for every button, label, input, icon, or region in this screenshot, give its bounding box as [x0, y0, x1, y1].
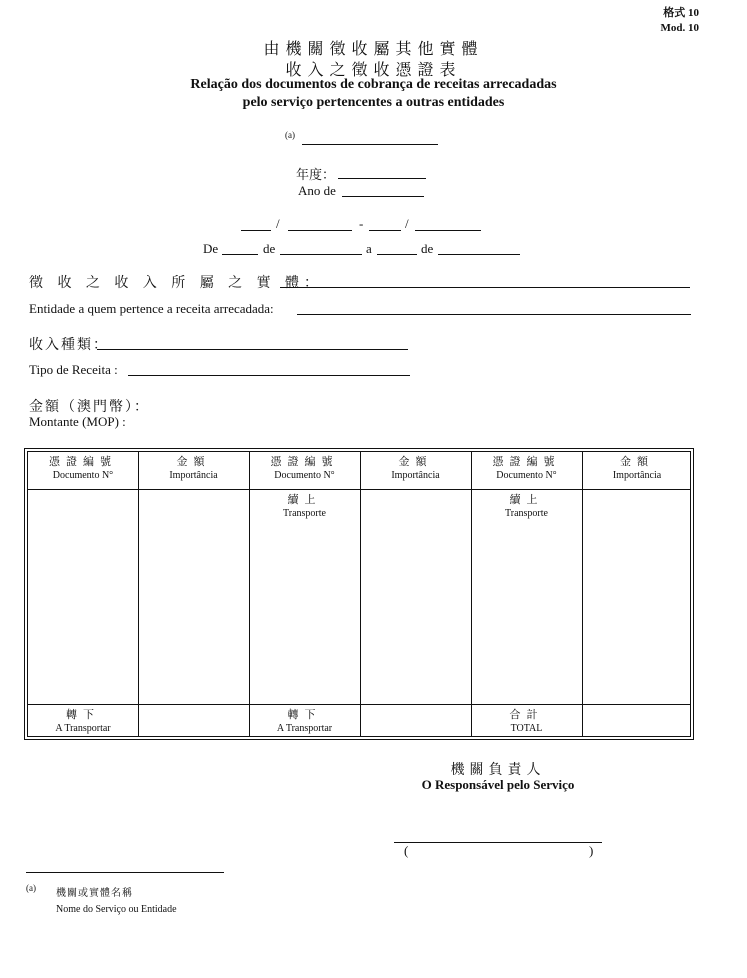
- header-pt: Documento N°: [52, 470, 114, 481]
- carry-in-zh: 續上: [509, 493, 544, 506]
- revenue-type-label-zh: 收入種類：: [29, 337, 109, 353]
- carry-in-zh: 續上: [287, 493, 322, 506]
- period-slash-2: /: [405, 216, 409, 231]
- revenue-type-field-zh[interactable]: [97, 349, 408, 350]
- signature-paren-close: ): [589, 843, 594, 858]
- year-field-zh[interactable]: [338, 178, 426, 179]
- footer-cell-carry-1: [28, 708, 138, 736]
- form-code: [661, 6, 700, 36]
- period-start-day[interactable]: [241, 230, 271, 231]
- footer-zh: 合計: [509, 708, 544, 721]
- header-cell-amount-2: [360, 455, 471, 483]
- signature-title-zh: 機關負責人: [450, 762, 546, 778]
- header-zh: 憑證編號: [492, 455, 561, 468]
- form-code-zh: 格式 10: [663, 7, 699, 19]
- header-pt: Documento N°: [496, 470, 557, 481]
- footer-cell-total: [471, 708, 582, 736]
- entity-field-zh[interactable]: [280, 287, 690, 288]
- signature-paren-open: (: [404, 843, 409, 858]
- carry-in-pt: Transporte: [283, 508, 326, 519]
- entity-name-field[interactable]: [302, 144, 438, 145]
- period-to-day[interactable]: [377, 254, 417, 255]
- period-start-month[interactable]: [288, 230, 352, 231]
- period-end-month[interactable]: [415, 230, 481, 231]
- signature-title-pt: O Responsável pelo Serviço: [421, 777, 575, 792]
- header-cell-document-3: [471, 455, 582, 483]
- header-zh: 憑證編號: [49, 455, 117, 468]
- footer-zh: 轉下: [287, 708, 322, 721]
- carry-in-cell-2: [249, 493, 360, 521]
- year-label-zh: 年度：: [296, 168, 336, 183]
- footer-zh: 轉下: [66, 708, 100, 721]
- period-from-month[interactable]: [280, 254, 362, 255]
- title-pt-line1: Relação dos documentos de cobrança de receitas arrecadadas: [190, 77, 557, 92]
- footer-pt: TOTAL: [510, 723, 543, 734]
- year-label-pt: Ano de: [298, 183, 336, 198]
- entity-label-zh: 徵 收 之 收 入 所 屬 之 實 體：: [29, 275, 324, 291]
- signature-line[interactable]: [394, 842, 602, 843]
- receipts-table-grid: [27, 451, 691, 737]
- period-from-day[interactable]: [222, 254, 258, 255]
- header-zh: 憑證編號: [270, 455, 339, 468]
- footer-cell-carry-2: [249, 708, 360, 736]
- carry-in-cell-3: [471, 493, 582, 521]
- title-zh-line1: 由機關徵收屬其他實體: [263, 39, 484, 58]
- amount-column-1-entries[interactable]: [139, 490, 249, 704]
- header-pt: Importância: [391, 470, 440, 481]
- header-pt: Importância: [612, 470, 662, 481]
- header-cell-document-2: [249, 455, 360, 483]
- amount-column-3-entries[interactable]: [583, 490, 692, 704]
- header-pt: Importância: [169, 470, 218, 481]
- period-slash-1: /: [276, 216, 280, 231]
- period-to-month[interactable]: [438, 254, 520, 255]
- title-zh-line2: 收入之徵收憑證表: [285, 60, 462, 79]
- header-cell-amount-3: [582, 455, 692, 483]
- receipts-table: [24, 448, 694, 740]
- header-cell-document-1: [28, 455, 138, 483]
- entity-field-pt[interactable]: [297, 314, 691, 315]
- carry-in-pt: Transporte: [505, 508, 548, 519]
- period-dash: -: [359, 216, 364, 231]
- footnote-mark: (a): [26, 883, 36, 893]
- document-column-1-entries[interactable]: [28, 490, 138, 704]
- footnote-divider: [26, 872, 224, 873]
- period-a-label: a: [366, 241, 372, 256]
- amount-label-pt: Montante (MOP) :: [29, 414, 126, 429]
- period-de2-label: de: [263, 241, 276, 256]
- amount-label-zh: 金額（澳門幣）：: [29, 399, 150, 415]
- revenue-type-label-pt: Tipo de Receita :: [29, 362, 118, 377]
- title-pt-line2: pelo serviço pertencentes a outras entidades: [242, 95, 505, 110]
- entity-label-pt: Entidade a quem pertence a receita arrecadada:: [29, 301, 274, 316]
- period-de-label: De: [203, 241, 219, 256]
- header-pt: Documento N°: [274, 470, 335, 481]
- revenue-type-field-pt[interactable]: [128, 375, 410, 376]
- year-field-pt[interactable]: [342, 196, 424, 197]
- header-zh: 金額: [176, 455, 211, 468]
- footer-pt: A Transportar: [55, 723, 111, 734]
- ref-a-label: (a): [285, 130, 295, 140]
- amount-column-2-entries[interactable]: [361, 490, 471, 704]
- period-end-day[interactable]: [369, 230, 401, 231]
- period-de3-label: de: [421, 241, 434, 256]
- footnote-zh: 機關或實體名稱: [56, 888, 133, 899]
- header-cell-amount-1: [138, 455, 249, 483]
- header-zh: 金額: [398, 455, 433, 468]
- footnote-pt: Nome do Serviço ou Entidade: [56, 904, 177, 915]
- form-code-pt: Mod. 10: [660, 22, 699, 34]
- footer-pt: A Transportar: [276, 723, 333, 734]
- header-zh: 金額: [620, 455, 654, 468]
